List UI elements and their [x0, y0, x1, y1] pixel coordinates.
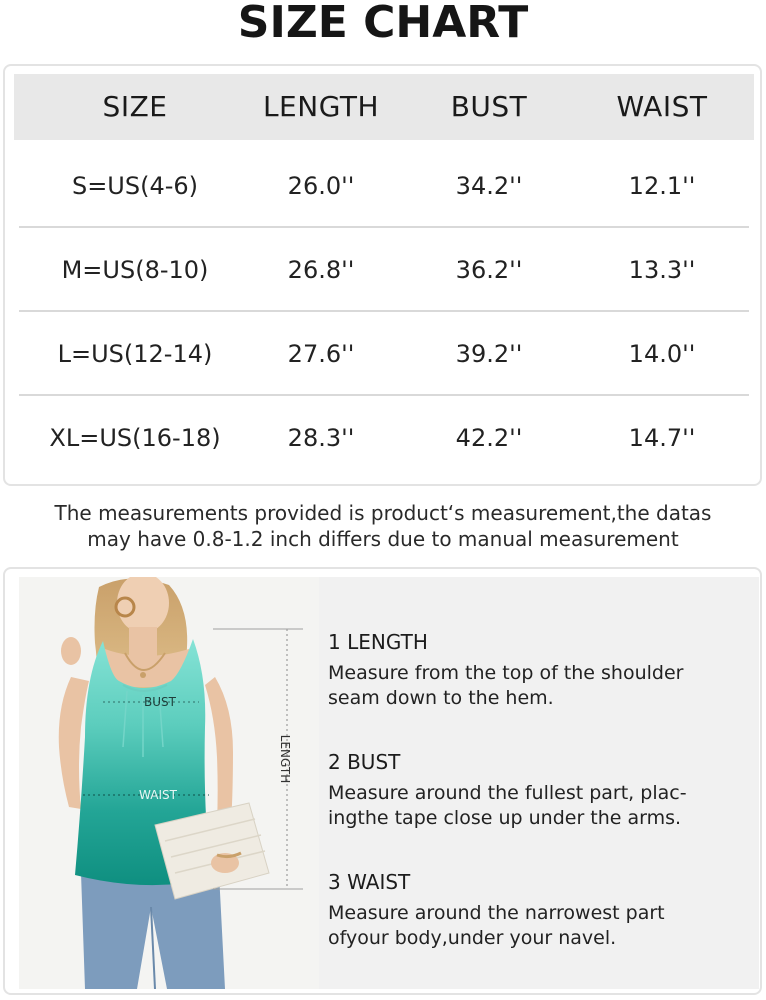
cell-size: L=US(12-14) [57, 340, 213, 368]
cell-waist: 14.0'' [628, 340, 696, 368]
cell-waist: 14.7'' [628, 424, 696, 452]
cell-bust: 36.2'' [455, 256, 523, 284]
cell-length: 26.0'' [287, 172, 355, 200]
table-row [19, 396, 749, 480]
cell-length: 27.6'' [287, 340, 355, 368]
note-line-2: may have 0.8-1.2 inch differs due to manual measurement [87, 527, 679, 551]
note-line-1: The measurements provided is product‘s measurement,the datas [54, 501, 712, 525]
cell-size: XL=US(16-18) [49, 424, 221, 452]
guide-item-bust [328, 749, 748, 831]
length-label: LENGTH [278, 734, 292, 784]
model-photo [19, 577, 319, 989]
measure-guide-panel [3, 567, 762, 995]
guide-heading: 2 BUST [328, 750, 401, 774]
guide-heading: 1 LENGTH [328, 630, 428, 654]
table-row [19, 144, 749, 228]
waist-label: WAIST [139, 788, 177, 802]
model-illustration [19, 577, 319, 989]
cell-bust: 42.2'' [455, 424, 523, 452]
cell-waist: 12.1'' [628, 172, 696, 200]
table-header [14, 74, 754, 140]
measurement-note [0, 500, 766, 552]
header-bust: BUST [450, 90, 528, 123]
table-row [19, 228, 749, 312]
bust-label: BUST [144, 695, 176, 709]
cell-waist: 13.3'' [628, 256, 696, 284]
guide-text: Measure from the top of the shoulder seam down to the hem. [328, 662, 684, 709]
guide-item-length [328, 629, 748, 711]
cell-bust: 34.2'' [455, 172, 523, 200]
cell-length: 26.8'' [287, 256, 355, 284]
cell-length: 28.3'' [287, 424, 355, 452]
table-row [19, 312, 749, 396]
header-size: SIZE [102, 90, 168, 123]
guide-text: Measure around the fullest part, plac- ingthe tape close up under the arms. [328, 782, 687, 829]
guide-item-waist [328, 869, 748, 951]
header-waist: WAIST [616, 90, 708, 123]
cell-size: S=US(4-6) [71, 172, 199, 200]
guide-heading: 3 WAIST [328, 870, 411, 894]
size-table [3, 64, 762, 486]
cell-bust: 39.2'' [455, 340, 523, 368]
page-title: SIZE CHART [237, 0, 529, 48]
guide-text: Measure around the narrowest part ofyour body,under your navel. [328, 902, 665, 949]
header-length: LENGTH [262, 90, 380, 123]
measure-guide-inner [19, 577, 759, 989]
cell-size: M=US(8-10) [61, 256, 209, 284]
